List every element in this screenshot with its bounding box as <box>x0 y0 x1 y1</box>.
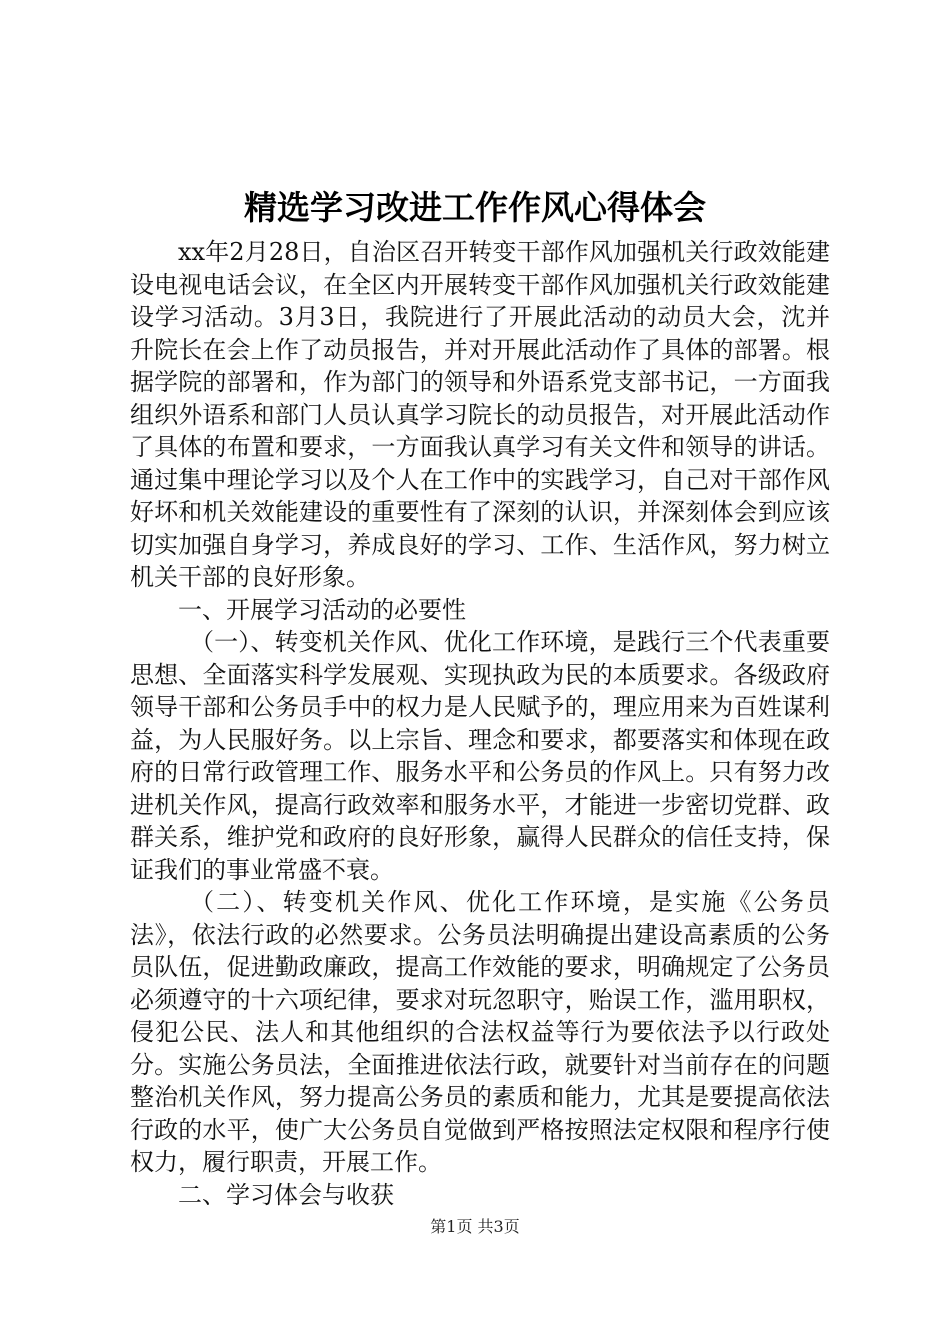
intro-paragraph: xx年2月28日，自治区召开转变干部作风加强机关行政效能建设电视电话会议，在全区内开展转变干部作风加强机关行政效能建设学习活动。3月3日，我院进行了开展此活动的动员大会，沈并升院长在会上作了动员报告，并对开展此活动作了具体的部署。根据学院的部署和，作为部门的领导和外语系党支部书记，一方面我组织外语系和部门人员认真学习院长的动员报告，对开展此活动作了具体的布置和要求，一方面我认真学习有关文件和领导的讲话。通过集中理论学习以及个人在工作中的实践学习，自己对干部作风好坏和机关效能建设的重要性有了深刻的认识，并深刻体会到应该切实加强自身学习，养成良好的学习、工作、生活作风，努力树立机关干部的良好形象。 <box>130 238 830 591</box>
page-footer: 第1页 共3页 <box>430 1217 520 1236</box>
subsection-paragraph-2: （二）、转变机关作风、优化工作环境，是实施《公务员法》，依法行政的必然要求。公务员法明确提出建设高素质的公务员队伍，促进勤政廉政，提高工作效能的要求，明确规定了公务员必须遵守的十六项纪律，要求对玩忽职守，贻误工作，滥用职权，侵犯公民、法人和其他组织的合法权益等行为要依法予以行政处分。实施公务员法，全面推进依法行政，就要针对当前存在的问题整治机关作风，努力提高公务员的素质和能力，尤其是要提高依法行政的水平，使广大公务员自觉做到严格按照法定权限和程序行使权力，履行职责，开展工作。 <box>130 888 830 1176</box>
section-heading-1: 一、开展学习活动的必要性 <box>178 595 466 624</box>
subsection-paragraph-1: （一）、转变机关作风、优化工作环境，是践行三个代表重要思想、全面落实科学发展观、实现执政为民的本质要求。各级政府领导干部和公务员手中的权力是人民赋予的，理应用来为百姓谋利益，为人民服好务。以上宗旨、理念和要求，都要落实和体现在政府的日常行政管理工作、服务水平和公务员的作风上。只有努力改进机关作风，提高行政效率和服务水平，才能进一步密切党群、政群关系，维护党和政府的良好形象，赢得人民群众的信任支持，保证我们的事业常盛不衰。 <box>130 628 830 884</box>
document-body <box>130 236 830 1211</box>
section-heading-2: 二、学习体会与收获 <box>178 1180 394 1209</box>
page-title: 精选学习改进工作作风心得体会 <box>244 188 706 227</box>
